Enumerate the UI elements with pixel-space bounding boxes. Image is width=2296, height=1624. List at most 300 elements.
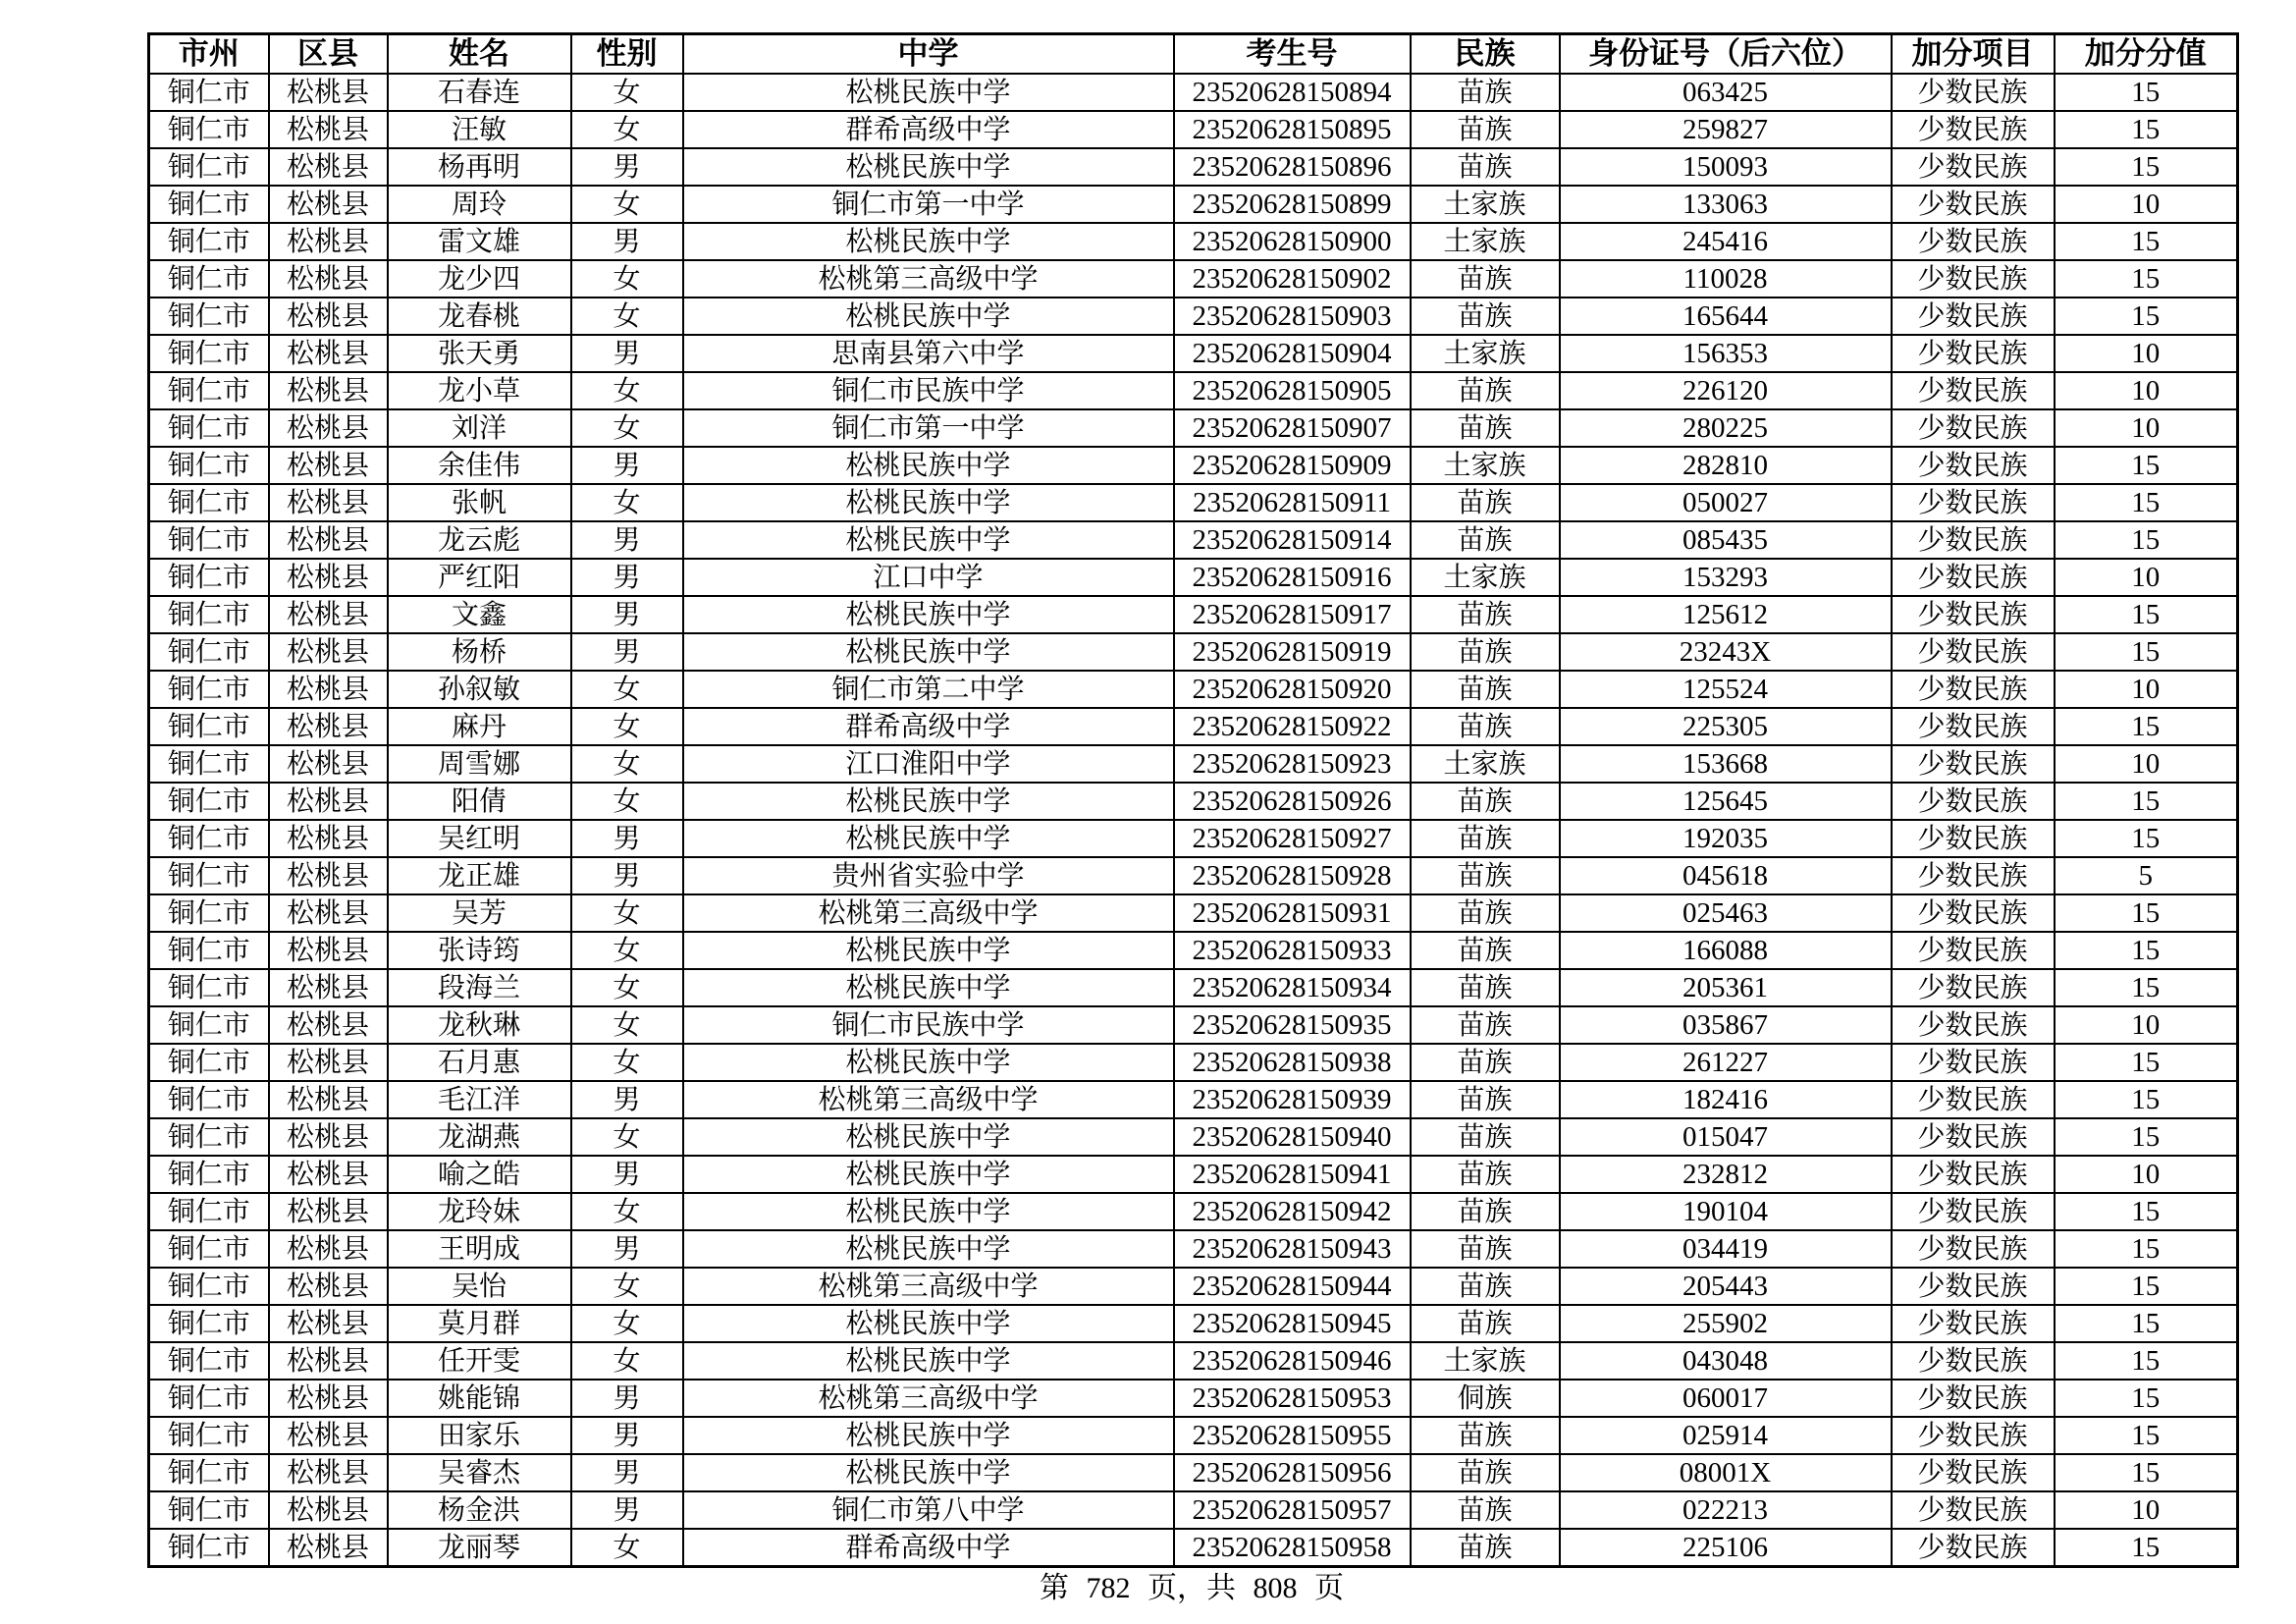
cell-id-last-six: 133063	[1560, 186, 1892, 223]
cell-bonus-item: 少数民族	[1892, 521, 2055, 559]
cell-name: 龙少四	[388, 260, 571, 298]
table-row	[149, 633, 2238, 671]
cell-id-last-six: 085435	[1560, 521, 1892, 559]
cell-exam-number: 23520628150900	[1174, 223, 1411, 260]
table-row	[149, 223, 2238, 260]
cell-ethnicity: 苗族	[1411, 111, 1560, 148]
cell-exam-number: 23520628150933	[1174, 932, 1411, 969]
cell-county: 松桃县	[269, 596, 388, 633]
cell-school: 松桃民族中学	[683, 1230, 1174, 1268]
cell-bonus-value: 15	[2055, 111, 2238, 148]
cell-id-last-six: 182416	[1560, 1081, 1892, 1118]
cell-school: 江口中学	[683, 559, 1174, 596]
cell-gender: 男	[571, 559, 683, 596]
cell-id-last-six: 225106	[1560, 1529, 1892, 1567]
cell-gender: 女	[571, 74, 683, 111]
cell-name: 孙叙敏	[388, 671, 571, 708]
cell-school: 松桃民族中学	[683, 1156, 1174, 1193]
cell-gender: 女	[571, 671, 683, 708]
cell-ethnicity: 苗族	[1411, 521, 1560, 559]
table-row	[149, 111, 2238, 148]
cell-exam-number: 23520628150956	[1174, 1454, 1411, 1491]
cell-county: 松桃县	[269, 521, 388, 559]
cell-name: 龙云彪	[388, 521, 571, 559]
cell-bonus-item: 少数民族	[1892, 1417, 2055, 1454]
cell-exam-number: 23520628150920	[1174, 671, 1411, 708]
table-row	[149, 1193, 2238, 1230]
cell-school: 松桃民族中学	[683, 447, 1174, 484]
cell-school: 松桃民族中学	[683, 484, 1174, 521]
cell-bonus-item: 少数民族	[1892, 820, 2055, 857]
cell-county: 松桃县	[269, 1268, 388, 1305]
cell-exam-number: 23520628150938	[1174, 1044, 1411, 1081]
cell-name: 石月惠	[388, 1044, 571, 1081]
cell-gender: 男	[571, 1417, 683, 1454]
cell-school: 松桃民族中学	[683, 1044, 1174, 1081]
cell-city: 铜仁市	[149, 260, 269, 298]
header-county: 区县	[269, 34, 388, 75]
cell-county: 松桃县	[269, 671, 388, 708]
cell-gender: 女	[571, 894, 683, 932]
cell-gender: 男	[571, 335, 683, 372]
cell-county: 松桃县	[269, 1081, 388, 1118]
cell-ethnicity: 苗族	[1411, 1491, 1560, 1529]
cell-bonus-value: 10	[2055, 409, 2238, 447]
cell-gender: 女	[571, 1118, 683, 1156]
cell-city: 铜仁市	[149, 894, 269, 932]
cell-city: 铜仁市	[149, 1081, 269, 1118]
cell-exam-number: 23520628150907	[1174, 409, 1411, 447]
cell-name: 余佳伟	[388, 447, 571, 484]
cell-id-last-six: 125524	[1560, 671, 1892, 708]
cell-bonus-value: 10	[2055, 745, 2238, 783]
cell-name: 田家乐	[388, 1417, 571, 1454]
cell-gender: 女	[571, 1529, 683, 1567]
cell-ethnicity: 苗族	[1411, 633, 1560, 671]
cell-ethnicity: 苗族	[1411, 1454, 1560, 1491]
cell-ethnicity: 苗族	[1411, 932, 1560, 969]
cell-county: 松桃县	[269, 820, 388, 857]
cell-name: 阳倩	[388, 783, 571, 820]
cell-county: 松桃县	[269, 1230, 388, 1268]
cell-id-last-six: 150093	[1560, 148, 1892, 186]
cell-gender: 女	[571, 1342, 683, 1380]
cell-city: 铜仁市	[149, 298, 269, 335]
cell-name: 王明成	[388, 1230, 571, 1268]
cell-bonus-value: 15	[2055, 596, 2238, 633]
cell-gender: 男	[571, 1454, 683, 1491]
cell-gender: 男	[571, 148, 683, 186]
cell-id-last-six: 205443	[1560, 1268, 1892, 1305]
cell-name: 文鑫	[388, 596, 571, 633]
cell-city: 铜仁市	[149, 1342, 269, 1380]
table-row	[149, 932, 2238, 969]
cell-gender: 女	[571, 409, 683, 447]
cell-exam-number: 23520628150945	[1174, 1305, 1411, 1342]
cell-gender: 女	[571, 932, 683, 969]
cell-county: 松桃县	[269, 260, 388, 298]
cell-name: 严红阳	[388, 559, 571, 596]
cell-county: 松桃县	[269, 409, 388, 447]
cell-gender: 男	[571, 633, 683, 671]
cell-county: 松桃县	[269, 1529, 388, 1567]
cell-name: 张天勇	[388, 335, 571, 372]
cell-city: 铜仁市	[149, 857, 269, 894]
cell-bonus-value: 5	[2055, 857, 2238, 894]
cell-gender: 男	[571, 1081, 683, 1118]
cell-name: 段海兰	[388, 969, 571, 1006]
cell-id-last-six: 255902	[1560, 1305, 1892, 1342]
cell-name: 周玲	[388, 186, 571, 223]
cell-bonus-value: 15	[2055, 484, 2238, 521]
cell-id-last-six: 232812	[1560, 1156, 1892, 1193]
cell-bonus-item: 少数民族	[1892, 1305, 2055, 1342]
cell-bonus-value: 15	[2055, 447, 2238, 484]
cell-bonus-item: 少数民族	[1892, 969, 2055, 1006]
cell-name: 石春连	[388, 74, 571, 111]
cell-county: 松桃县	[269, 1044, 388, 1081]
cell-county: 松桃县	[269, 186, 388, 223]
cell-school: 松桃民族中学	[683, 596, 1174, 633]
cell-gender: 女	[571, 372, 683, 409]
cell-county: 松桃县	[269, 894, 388, 932]
cell-city: 铜仁市	[149, 596, 269, 633]
cell-school: 松桃民族中学	[683, 783, 1174, 820]
cell-city: 铜仁市	[149, 1118, 269, 1156]
cell-name: 汪敏	[388, 111, 571, 148]
cell-county: 松桃县	[269, 969, 388, 1006]
table-row	[149, 1268, 2238, 1305]
cell-school: 铜仁市第一中学	[683, 186, 1174, 223]
cell-school: 松桃第三高级中学	[683, 1380, 1174, 1417]
cell-city: 铜仁市	[149, 1454, 269, 1491]
cell-bonus-value: 10	[2055, 1156, 2238, 1193]
cell-bonus-item: 少数民族	[1892, 1193, 2055, 1230]
cell-ethnicity: 苗族	[1411, 74, 1560, 111]
header-bonus-item: 加分项目	[1892, 34, 2055, 75]
cell-city: 铜仁市	[149, 1156, 269, 1193]
cell-bonus-item: 少数民族	[1892, 1230, 2055, 1268]
cell-id-last-six: 156353	[1560, 335, 1892, 372]
header-exam-number: 考生号	[1174, 34, 1411, 75]
page-footer: 第 782 页，共 808 页	[1040, 1572, 1344, 1604]
cell-county: 松桃县	[269, 633, 388, 671]
table-body	[149, 74, 2238, 1567]
cell-gender: 女	[571, 708, 683, 745]
cell-school: 铜仁市民族中学	[683, 372, 1174, 409]
cell-name: 张帆	[388, 484, 571, 521]
cell-name: 雷文雄	[388, 223, 571, 260]
cell-bonus-value: 15	[2055, 1417, 2238, 1454]
cell-name: 杨金洪	[388, 1491, 571, 1529]
cell-exam-number: 23520628150911	[1174, 484, 1411, 521]
table-row	[149, 559, 2238, 596]
table-row	[149, 521, 2238, 559]
cell-ethnicity: 土家族	[1411, 223, 1560, 260]
cell-ethnicity: 侗族	[1411, 1380, 1560, 1417]
cell-bonus-item: 少数民族	[1892, 783, 2055, 820]
cell-school: 松桃民族中学	[683, 969, 1174, 1006]
cell-bonus-value: 10	[2055, 1006, 2238, 1044]
cell-city: 铜仁市	[149, 484, 269, 521]
cell-gender: 男	[571, 1230, 683, 1268]
table-row	[149, 857, 2238, 894]
cell-gender: 男	[571, 596, 683, 633]
cell-county: 松桃县	[269, 1491, 388, 1529]
cell-bonus-value: 15	[2055, 1230, 2238, 1268]
cell-gender: 女	[571, 186, 683, 223]
cell-school: 铜仁市民族中学	[683, 1006, 1174, 1044]
table-row	[149, 1118, 2238, 1156]
cell-exam-number: 23520628150902	[1174, 260, 1411, 298]
cell-name: 龙春桃	[388, 298, 571, 335]
cell-school: 松桃民族中学	[683, 633, 1174, 671]
cell-county: 松桃县	[269, 708, 388, 745]
cell-bonus-item: 少数民族	[1892, 1454, 2055, 1491]
cell-city: 铜仁市	[149, 1268, 269, 1305]
cell-bonus-value: 15	[2055, 1305, 2238, 1342]
cell-id-last-six: 110028	[1560, 260, 1892, 298]
cell-school: 松桃民族中学	[683, 148, 1174, 186]
cell-city: 铜仁市	[149, 559, 269, 596]
cell-city: 铜仁市	[149, 1529, 269, 1567]
table-header-row	[149, 34, 2238, 75]
cell-gender: 男	[571, 857, 683, 894]
cell-county: 松桃县	[269, 857, 388, 894]
cell-county: 松桃县	[269, 148, 388, 186]
cell-id-last-six: 060017	[1560, 1380, 1892, 1417]
cell-school: 松桃民族中学	[683, 74, 1174, 111]
cell-city: 铜仁市	[149, 1193, 269, 1230]
cell-ethnicity: 苗族	[1411, 1193, 1560, 1230]
cell-id-last-six: 153293	[1560, 559, 1892, 596]
cell-id-last-six: 043048	[1560, 1342, 1892, 1380]
table-row	[149, 372, 2238, 409]
cell-bonus-item: 少数民族	[1892, 223, 2055, 260]
cell-id-last-six: 153668	[1560, 745, 1892, 783]
cell-bonus-item: 少数民族	[1892, 335, 2055, 372]
cell-county: 松桃县	[269, 559, 388, 596]
table-row	[149, 1454, 2238, 1491]
cell-bonus-value: 10	[2055, 671, 2238, 708]
cell-id-last-six: 280225	[1560, 409, 1892, 447]
cell-ethnicity: 土家族	[1411, 335, 1560, 372]
cell-name: 吴怡	[388, 1268, 571, 1305]
cell-city: 铜仁市	[149, 223, 269, 260]
cell-county: 松桃县	[269, 1380, 388, 1417]
cell-county: 松桃县	[269, 298, 388, 335]
cell-ethnicity: 苗族	[1411, 1529, 1560, 1567]
cell-gender: 女	[571, 1268, 683, 1305]
cell-name: 龙正雄	[388, 857, 571, 894]
table-row	[149, 894, 2238, 932]
cell-gender: 男	[571, 1380, 683, 1417]
table-row	[149, 1006, 2238, 1044]
cell-school: 松桃民族中学	[683, 1342, 1174, 1380]
cell-gender: 女	[571, 111, 683, 148]
table-row	[149, 484, 2238, 521]
cell-id-last-six: 259827	[1560, 111, 1892, 148]
header-id-last-six: 身份证号（后六位）	[1560, 34, 1892, 75]
header-bonus-value: 加分分值	[2055, 34, 2238, 75]
cell-ethnicity: 苗族	[1411, 1118, 1560, 1156]
cell-county: 松桃县	[269, 1454, 388, 1491]
cell-exam-number: 23520628150939	[1174, 1081, 1411, 1118]
table-row	[149, 186, 2238, 223]
cell-city: 铜仁市	[149, 1380, 269, 1417]
cell-gender: 女	[571, 969, 683, 1006]
cell-exam-number: 23520628150919	[1174, 633, 1411, 671]
cell-bonus-value: 15	[2055, 260, 2238, 298]
cell-bonus-value: 15	[2055, 1529, 2238, 1567]
cell-ethnicity: 苗族	[1411, 671, 1560, 708]
cell-county: 松桃县	[269, 932, 388, 969]
table-row	[149, 708, 2238, 745]
cell-name: 任开雯	[388, 1342, 571, 1380]
cell-city: 铜仁市	[149, 1006, 269, 1044]
cell-name: 杨再明	[388, 148, 571, 186]
cell-bonus-value: 10	[2055, 186, 2238, 223]
cell-bonus-value: 15	[2055, 1454, 2238, 1491]
cell-county: 松桃县	[269, 1417, 388, 1454]
cell-bonus-value: 10	[2055, 1491, 2238, 1529]
cell-ethnicity: 土家族	[1411, 1342, 1560, 1380]
cell-school: 松桃第三高级中学	[683, 894, 1174, 932]
cell-county: 松桃县	[269, 745, 388, 783]
cell-ethnicity: 苗族	[1411, 1268, 1560, 1305]
cell-city: 铜仁市	[149, 111, 269, 148]
cell-bonus-item: 少数民族	[1892, 1118, 2055, 1156]
cell-ethnicity: 苗族	[1411, 708, 1560, 745]
cell-name: 杨桥	[388, 633, 571, 671]
cell-bonus-value: 15	[2055, 633, 2238, 671]
cell-exam-number: 23520628150895	[1174, 111, 1411, 148]
cell-ethnicity: 土家族	[1411, 186, 1560, 223]
cell-bonus-item: 少数民族	[1892, 111, 2055, 148]
cell-city: 铜仁市	[149, 1491, 269, 1529]
cell-bonus-item: 少数民族	[1892, 484, 2055, 521]
cell-bonus-item: 少数民族	[1892, 745, 2055, 783]
table-row	[149, 148, 2238, 186]
table-row	[149, 596, 2238, 633]
cell-name: 吴芳	[388, 894, 571, 932]
cell-city: 铜仁市	[149, 186, 269, 223]
cell-ethnicity: 苗族	[1411, 1156, 1560, 1193]
cell-ethnicity: 苗族	[1411, 148, 1560, 186]
cell-school: 松桃民族中学	[683, 298, 1174, 335]
cell-name: 毛江洋	[388, 1081, 571, 1118]
table-row	[149, 74, 2238, 111]
cell-exam-number: 23520628150917	[1174, 596, 1411, 633]
cell-bonus-value: 10	[2055, 335, 2238, 372]
cell-bonus-value: 15	[2055, 223, 2238, 260]
table-row	[149, 1044, 2238, 1081]
cell-bonus-item: 少数民族	[1892, 596, 2055, 633]
cell-city: 铜仁市	[149, 671, 269, 708]
table-row	[149, 1342, 2238, 1380]
cell-exam-number: 23520628150909	[1174, 447, 1411, 484]
cell-gender: 男	[571, 447, 683, 484]
cell-id-last-six: 125645	[1560, 783, 1892, 820]
cell-bonus-value: 15	[2055, 708, 2238, 745]
cell-exam-number: 23520628150899	[1174, 186, 1411, 223]
cell-city: 铜仁市	[149, 708, 269, 745]
cell-gender: 女	[571, 260, 683, 298]
cell-bonus-value: 15	[2055, 820, 2238, 857]
cell-id-last-six: 045618	[1560, 857, 1892, 894]
cell-school: 松桃第三高级中学	[683, 1081, 1174, 1118]
cell-bonus-item: 少数民族	[1892, 372, 2055, 409]
cell-bonus-item: 少数民族	[1892, 1342, 2055, 1380]
cell-id-last-six: 034419	[1560, 1230, 1892, 1268]
cell-bonus-item: 少数民族	[1892, 148, 2055, 186]
cell-id-last-six: 050027	[1560, 484, 1892, 521]
cell-ethnicity: 苗族	[1411, 1081, 1560, 1118]
cell-city: 铜仁市	[149, 74, 269, 111]
table-row	[149, 447, 2238, 484]
table-row	[149, 1156, 2238, 1193]
table-row	[149, 1491, 2238, 1529]
cell-county: 松桃县	[269, 1118, 388, 1156]
cell-school: 松桃民族中学	[683, 932, 1174, 969]
cell-bonus-item: 少数民族	[1892, 1380, 2055, 1417]
table-row	[149, 1380, 2238, 1417]
cell-id-last-six: 261227	[1560, 1044, 1892, 1081]
cell-bonus-value: 15	[2055, 298, 2238, 335]
cell-school: 松桃民族中学	[683, 1417, 1174, 1454]
cell-gender: 女	[571, 1193, 683, 1230]
cell-city: 铜仁市	[149, 745, 269, 783]
cell-city: 铜仁市	[149, 521, 269, 559]
cell-name: 吴睿杰	[388, 1454, 571, 1491]
cell-school: 群希高级中学	[683, 1529, 1174, 1567]
cell-exam-number: 23520628150957	[1174, 1491, 1411, 1529]
cell-exam-number: 23520628150904	[1174, 335, 1411, 372]
cell-ethnicity: 苗族	[1411, 894, 1560, 932]
cell-school: 江口淮阳中学	[683, 745, 1174, 783]
cell-county: 松桃县	[269, 1305, 388, 1342]
cell-exam-number: 23520628150916	[1174, 559, 1411, 596]
cell-bonus-item: 少数民族	[1892, 447, 2055, 484]
cell-city: 铜仁市	[149, 820, 269, 857]
cell-bonus-item: 少数民族	[1892, 894, 2055, 932]
cell-bonus-item: 少数民族	[1892, 1044, 2055, 1081]
cell-exam-number: 23520628150926	[1174, 783, 1411, 820]
cell-city: 铜仁市	[149, 1417, 269, 1454]
header-school: 中学	[683, 34, 1174, 75]
table-row	[149, 409, 2238, 447]
cell-id-last-six: 190104	[1560, 1193, 1892, 1230]
cell-city: 铜仁市	[149, 148, 269, 186]
cell-county: 松桃县	[269, 1342, 388, 1380]
cell-id-last-six: 025914	[1560, 1417, 1892, 1454]
cell-bonus-item: 少数民族	[1892, 1529, 2055, 1567]
cell-name: 吴红明	[388, 820, 571, 857]
cell-bonus-value: 15	[2055, 148, 2238, 186]
cell-city: 铜仁市	[149, 372, 269, 409]
cell-bonus-item: 少数民族	[1892, 1268, 2055, 1305]
cell-school: 松桃第三高级中学	[683, 260, 1174, 298]
cell-bonus-value: 15	[2055, 1118, 2238, 1156]
cell-city: 铜仁市	[149, 1230, 269, 1268]
cell-county: 松桃县	[269, 783, 388, 820]
cell-bonus-item: 少数民族	[1892, 1491, 2055, 1529]
cell-ethnicity: 苗族	[1411, 372, 1560, 409]
cell-bonus-item: 少数民族	[1892, 74, 2055, 111]
cell-bonus-value: 15	[2055, 932, 2238, 969]
cell-gender: 男	[571, 223, 683, 260]
cell-exam-number: 23520628150946	[1174, 1342, 1411, 1380]
